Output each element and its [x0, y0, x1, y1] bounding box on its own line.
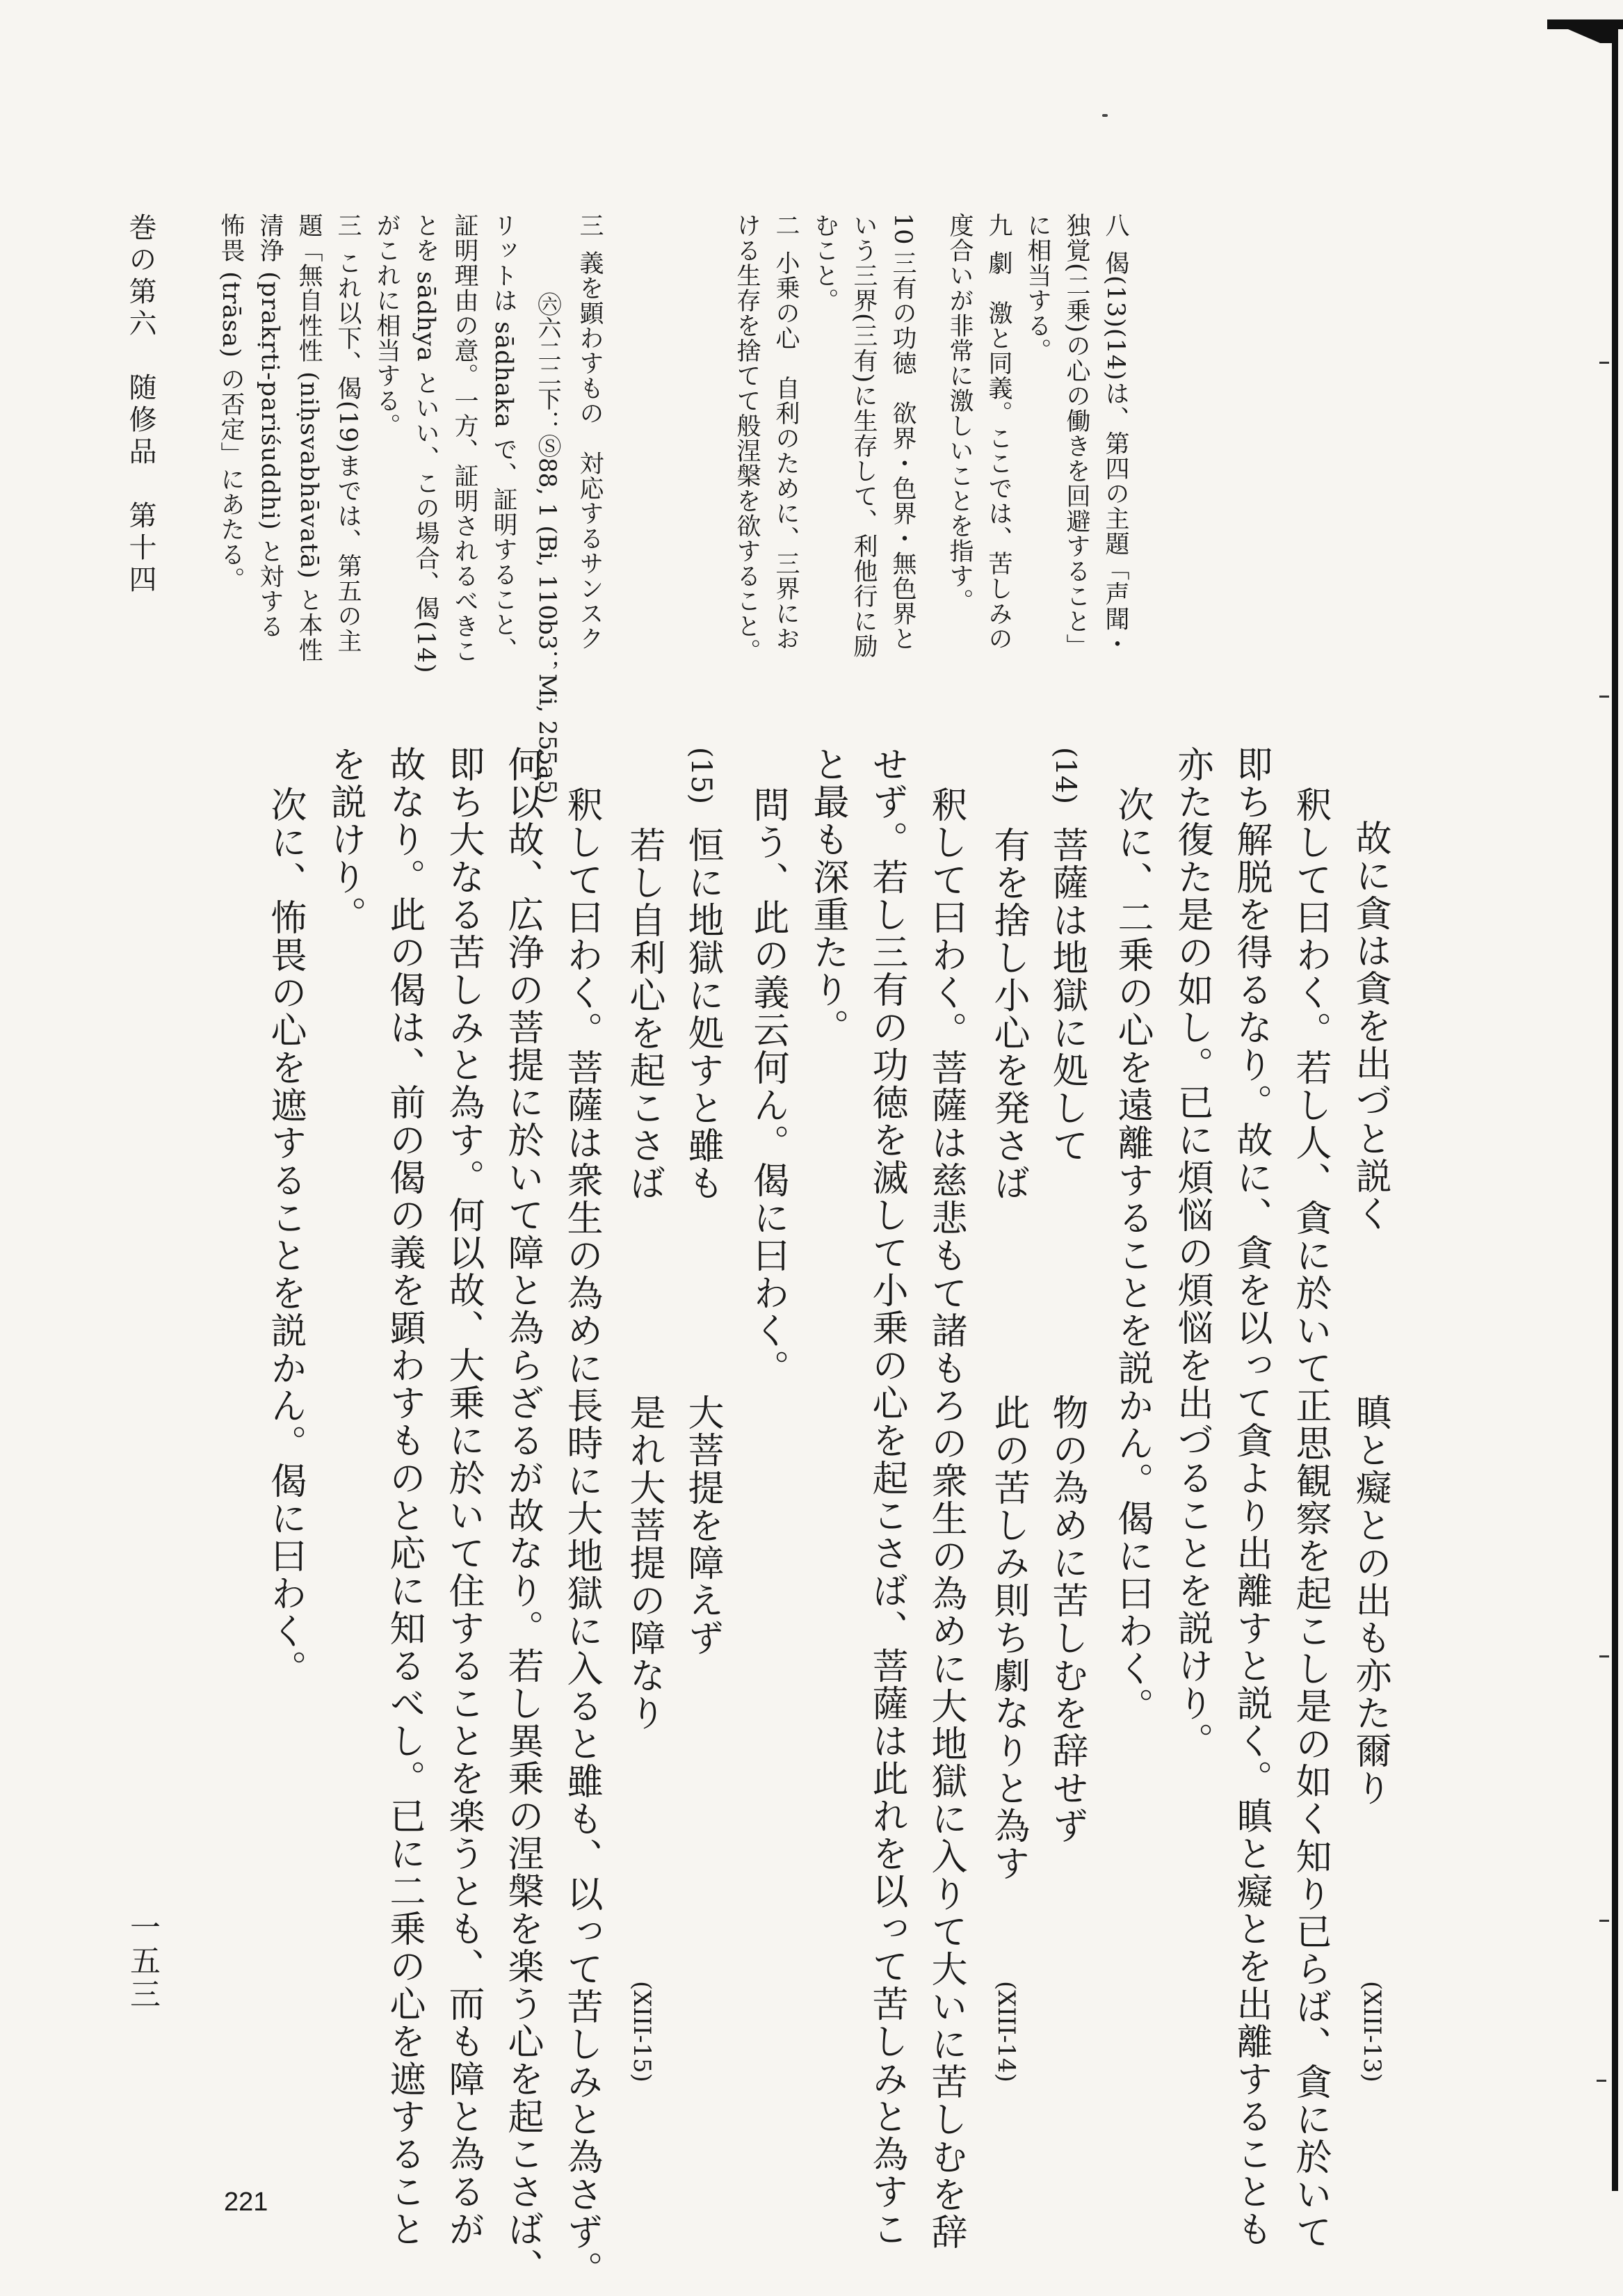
- note-8-line1: 偈(13)(14)は、第四の主題「声聞・: [1101, 250, 1129, 657]
- commentary-column-1: 釈して曰わく。若し人、貪に於いて正思観察を起こし是の如く知り已らば、貪に於いて: [1289, 786, 1331, 2251]
- verse-15-reference: (XIII-15): [628, 1981, 656, 2082]
- ink-speck: [1102, 114, 1108, 117]
- note-12-line4: とを sādhya といい、この場合、偈(14): [412, 213, 439, 674]
- verse-14-line1: 菩薩は地獄に処して: [1046, 826, 1088, 1164]
- note-9-line2: 度合いが非常に激しいことを指す。: [946, 213, 974, 613]
- note-8-marker: 八: [1101, 213, 1129, 238]
- commentary-column-3: 亦た復た是の如し。已に煩悩の煩悩を出づることを説けり。: [1171, 746, 1213, 1760]
- note-12-line1: 義を顕わすもの 対応するサンスク: [576, 250, 604, 651]
- edge-tick: [1599, 696, 1609, 698]
- verse-14-marker: (14): [1049, 747, 1081, 805]
- edge-tick: [1599, 1920, 1609, 1922]
- note-13-line3: 清浄 (prakṛti-pariśuddhi) と対する: [256, 213, 284, 639]
- commentary-column-9: 釈して曰わく。菩薩は衆生の為めに長時に大地獄に入ると雖も、以って苦しみと為さず。: [560, 786, 602, 2288]
- commentary-column-10: 何以故、広浄の菩提に於いて障と為らざるが故なり。若し異乗の涅槃を楽う心を起こさば、: [501, 746, 543, 2286]
- note-11-marker: 二: [772, 213, 800, 238]
- commentary-column-6: せず。若し三有の功徳を滅して小乗の心を起こさば、菩薩は此れを以って苦しみと為すこ: [866, 746, 907, 2248]
- note-12-line3: 証明理由の意。一方、証明されるべきこ: [451, 213, 478, 664]
- note-10-line1: 三有の功徳 欲界・色界・無色界と: [889, 250, 917, 651]
- commentary-column-5: 釈して曰わく。菩薩は慈悲もて諸もろの衆生の為めに大地獄に入りて大いに苦しむを辞: [925, 786, 967, 2251]
- note-13-line2: 題「無自性性 (niḥsvabhāvatā) と本性: [295, 213, 323, 663]
- note-9-marker: 九: [985, 213, 1012, 238]
- kanji-page-number: 一五三: [124, 1911, 160, 2012]
- note-9-line1: 劇 激と同義。ここでは、苦しみの: [985, 250, 1012, 651]
- commentary-column-8: 問う、此の義云何ん。偈に曰わく。: [747, 786, 789, 1387]
- note-8-line2: 独覚(二乗)の心の働きを回避すること」: [1063, 213, 1090, 659]
- note-11-line1: 小乗の心 自利のために、三界にお: [772, 250, 800, 651]
- page-number: 221: [224, 2187, 268, 2217]
- running-head: 巻の第六 随修品 第十四: [124, 213, 156, 597]
- note-12-line2: リットは sādhaka で、証明すること、: [490, 213, 517, 662]
- note-12-source-reference: ㊅六二二下：Ⓢ88, 1 (Bi, 110b3；Mi, 255a5): [533, 292, 561, 804]
- note-10-line2: いう三界(三有)に生存して、利他行に励: [850, 213, 878, 659]
- note-11-line2: ける生存を捨てて般涅槃を欲すること。: [733, 213, 761, 664]
- verse-14-reference: (XIII-14): [992, 1981, 1020, 2082]
- note-12-marker: 三: [576, 213, 604, 238]
- edge-tick: [1599, 1655, 1609, 1657]
- commentary-column-14: 次に、怖畏の心を遮することを説かん。偈に曰わく。: [264, 786, 306, 1687]
- edge-tick: [1597, 2080, 1606, 2082]
- note-13-line4: 怖畏 (trāsa) の否定」にあたる。: [217, 213, 245, 593]
- commentary-column-2: 即ち解脱を得るなり。故に、貪を以って貪より出離すと説く。瞋と癡とを出離することも: [1230, 746, 1272, 2248]
- commentary-column-7: と最も深重たり。: [807, 746, 848, 1046]
- verse-13-reference: (XIII-13): [1358, 1981, 1386, 2082]
- note-12-line5: がこれに相当する。: [373, 213, 401, 438]
- verse-15-line2: 大菩提を障えず: [681, 1394, 723, 1657]
- note-13-marker: 三: [334, 213, 362, 238]
- binding-edge-corner: [1568, 29, 1614, 43]
- verse-14-line4: 此の苦しみ則ち劇なりと為す: [987, 1394, 1029, 1882]
- commentary-column-12: 故なり。此の偈は、前の偈の義を顕わすものと応に知るべし。已に二乗の心を遮すること: [383, 746, 425, 2248]
- edge-tick: [1599, 362, 1609, 364]
- note-10-marker: 10: [889, 213, 917, 246]
- note-10-line3: むこと。: [811, 213, 839, 313]
- verse-15-line4: 是れ大菩提の障なり: [623, 1394, 665, 1732]
- verse-15-marker: (15): [685, 747, 717, 805]
- commentary-column-13: を説けり。: [324, 746, 366, 933]
- verse-15-line3: 若し自利心を起こさば: [623, 826, 665, 1202]
- note-13-line1: これ以下、偈(19)までは、第五の主: [334, 250, 362, 654]
- verse-14-line3: 有を捨し小心を発さば: [987, 826, 1029, 1202]
- verse-15-line1: 恒に地獄に処すと雖も: [681, 826, 723, 1202]
- note-8-line3: に相当する。: [1024, 213, 1051, 363]
- binding-edge: [1612, 21, 1618, 2191]
- verse-14-line2: 物の為めに苦しむを辞せず: [1046, 1394, 1088, 1845]
- commentary-column-11: 即ち大なる苦しみと為す。何以故、大乗に於いて住することを楽うとも、而も障と為るが: [442, 746, 484, 2248]
- commentary-column-4: 次に、二乗の心を遠離することを説かん。偈に曰わく。: [1111, 786, 1153, 1725]
- verse-13-line2: 瞋と癡との出も亦た爾り: [1349, 1394, 1391, 1807]
- verse-13-line1: 故に貪は貪を出づと説く: [1349, 819, 1391, 1233]
